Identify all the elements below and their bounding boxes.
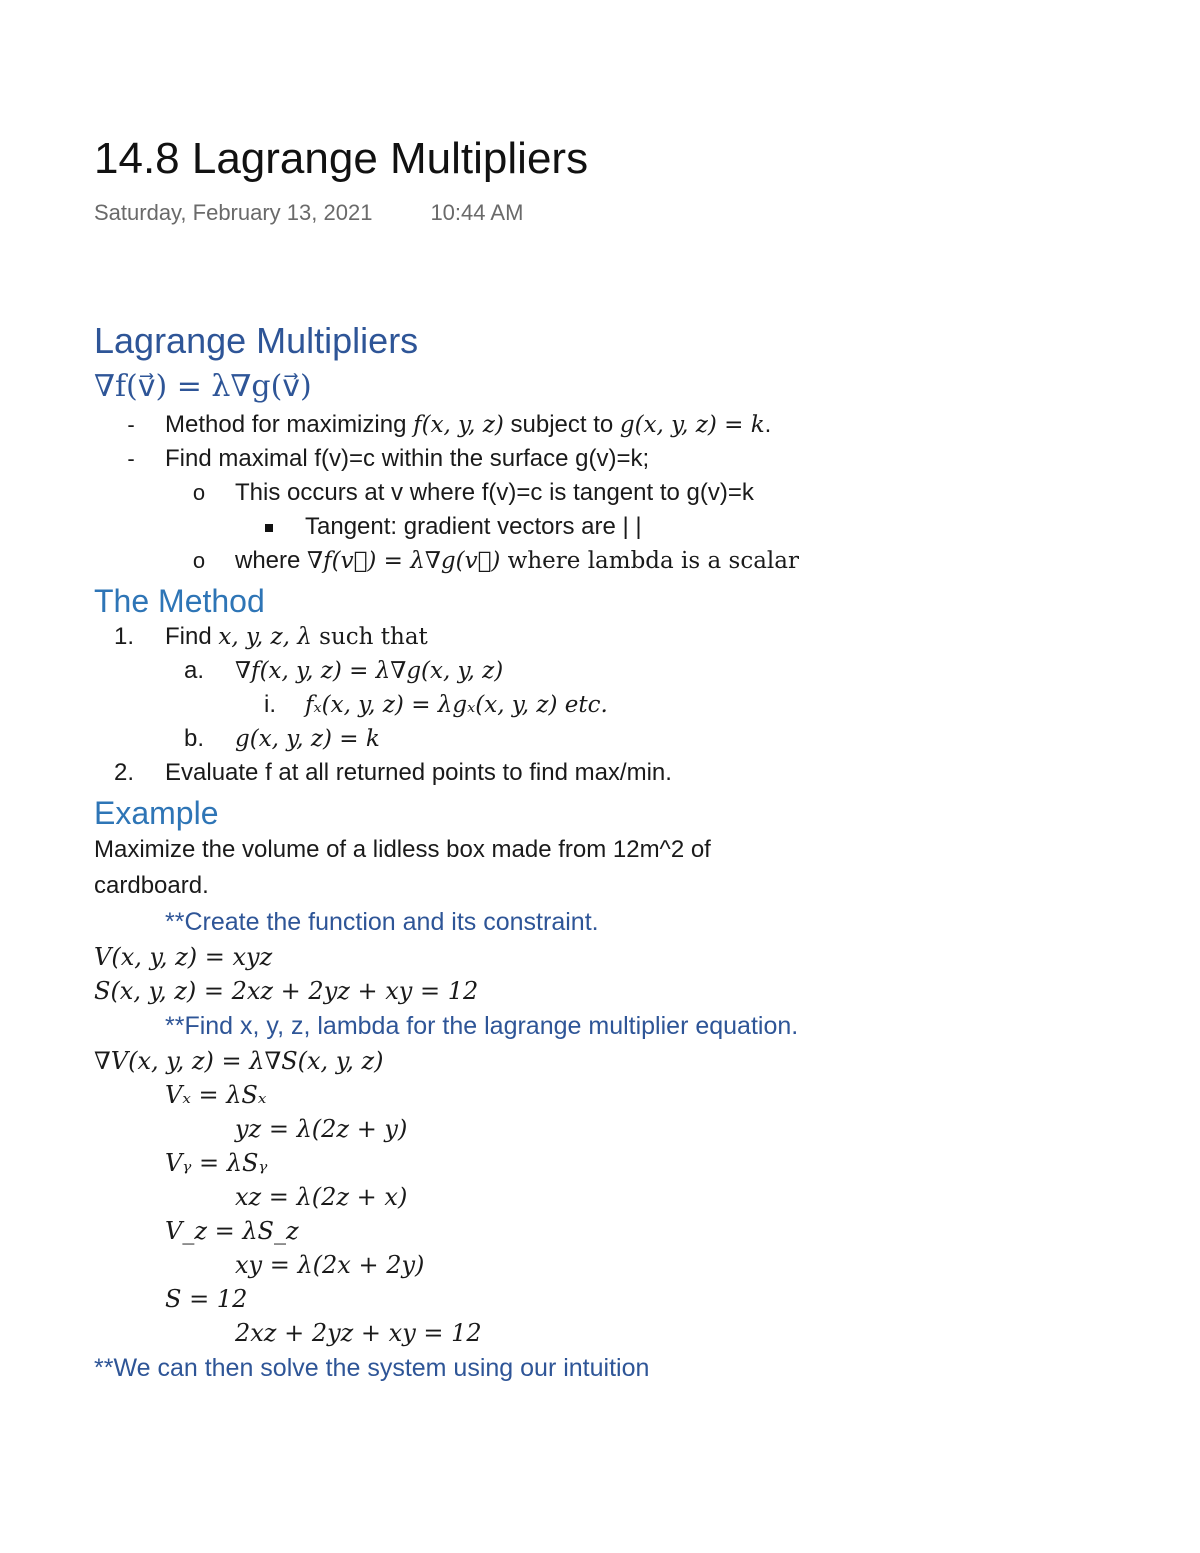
list-item: i. fₓ(x, y, z) = λgₓ(x, y, z) etc. <box>264 691 608 718</box>
page-date: Saturday, February 13, 2021 <box>94 200 373 225</box>
equation: 2xz + 2yz + xy = 12 <box>235 1319 482 1347</box>
heading-formula: ∇f(v⃗) = λ∇g(v⃗) <box>94 369 312 404</box>
page-title: 14.8 Lagrange Multipliers <box>94 134 589 183</box>
circle-bullet: o <box>192 480 206 505</box>
list-item: b. g(x, y, z) = k <box>184 725 380 752</box>
equation: V(x, y, z) = xyz <box>94 943 273 971</box>
circle-bullet: o <box>192 548 206 573</box>
list-item: 2. Evaluate f at all returned points to find max/min. <box>114 759 672 786</box>
equation: Vₓ = λSₓ <box>165 1081 267 1109</box>
dash-bullet: - <box>127 412 135 437</box>
example-note: **Find x, y, z, lambda for the lagrange multiplier equation. <box>165 1012 799 1040</box>
heading-example: Example <box>94 795 219 831</box>
square-bullet-icon <box>254 510 284 544</box>
equation: xz = λ(2z + x) <box>235 1183 408 1211</box>
equation: xy = λ(2x + 2y) <box>235 1251 425 1279</box>
equation: V_z = λS_z <box>165 1217 299 1245</box>
equation: Vᵧ = λSᵧ <box>165 1149 268 1177</box>
list-item: - Method for maximizing f(x, y, z) subject to g(x, y, z) = k. <box>94 408 1134 442</box>
example-note-cut-off: **We can then solve the system using our intuition <box>94 1354 650 1382</box>
heading-the-method: The Method <box>94 583 265 619</box>
equation: S = 12 <box>165 1285 248 1313</box>
page-content <box>94 130 1134 1435</box>
page-meta <box>94 198 1134 228</box>
list-item: Tangent: gradient vectors are | | <box>94 510 1134 544</box>
list-item: 1. Find x, y, z, λ such that <box>114 623 428 650</box>
example-problem: Maximize the volume of a lidless box made from 12m^2 of cardboard. <box>94 836 711 899</box>
equation: S(x, y, z) = 2xz + 2yz + xy = 12 <box>94 977 479 1005</box>
equation: yz = λ(2z + y) <box>235 1115 408 1143</box>
list-item: - Find maximal f(v)=c within the surface g(v)=k; <box>94 442 1134 476</box>
page-time: 10:44 AM <box>430 200 524 225</box>
equation: ∇V(x, y, z) = λ∇S(x, y, z) <box>94 1047 384 1075</box>
list-item: o This occurs at v where f(v)=c is tangent to g(v)=k <box>94 476 1134 510</box>
example-note: **Create the function and its constraint. <box>165 908 599 936</box>
heading-lagrange-multipliers: Lagrange Multipliers <box>94 320 419 361</box>
list-item: o where ∇f(v⃗) = λ∇g(v⃗) where lambda is a scalar <box>94 544 1134 578</box>
list-item: a. ∇f(x, y, z) = λ∇g(x, y, z) <box>184 657 504 684</box>
dash-bullet: - <box>127 446 135 471</box>
